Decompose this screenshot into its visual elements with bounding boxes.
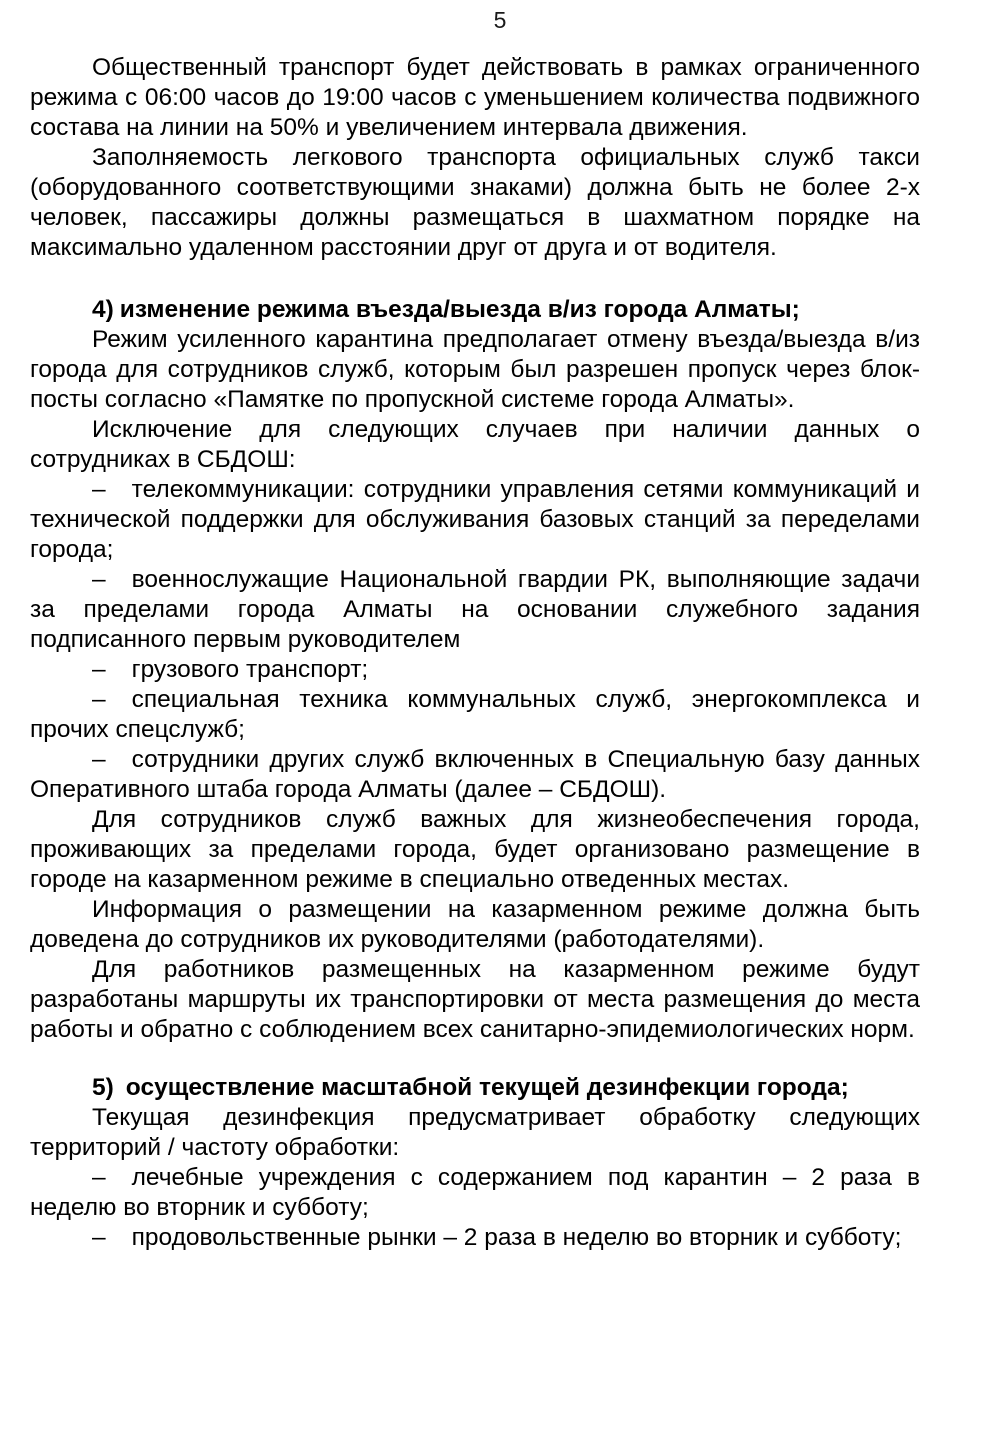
list-item-text: грузового транспорт;	[131, 656, 369, 683]
section-heading-5	[30, 1073, 920, 1103]
dash-marker: –	[92, 1164, 106, 1191]
page-number: 5	[493, 7, 507, 33]
list-item-text: продовольственные рынки – 2 раза в неделю во вторник и субботу;	[131, 1224, 902, 1251]
document-text-body	[30, 53, 920, 1253]
list-item-medical-facilities	[30, 1163, 920, 1223]
dash-marker: –	[92, 746, 106, 773]
list-item-text: военнослужащие Национальной гвардии РК, выполняющие задачи за пределами города Алматы на основании служебного задания подписанного первым руководителем	[30, 566, 920, 653]
dash-marker: –	[92, 1224, 106, 1251]
list-item-telecom	[30, 475, 920, 565]
paragraph-barracks-information: Информация о размещении на казарменном режиме должна быть доведена до сотрудников их руководителями (работодателями).	[30, 896, 920, 953]
list-item-other-services	[30, 745, 920, 805]
list-item-text: специальная техника коммунальных служб, энергокомплекса и прочих спецслужб;	[30, 686, 920, 743]
list-item-special-equipment	[30, 685, 920, 745]
paragraph-entry-exit-regime: Режим усиленного карантина предполагает отмену въезда/выезда в/из города для сотрудников служб, которым был разрешен пропуск через блок-посты согласно «Памятке по пропускной системе города Алматы».	[30, 326, 920, 413]
list-item-text: телекоммуникации: сотрудники управления сетями коммуникаций и технической поддержки для обслуживания базовых станций за переделами города;	[30, 476, 920, 563]
heading-4-text: изменение режима въезда/выезда в/из города Алматы;	[119, 296, 800, 323]
list-item-food-markets	[30, 1223, 920, 1253]
heading-5-marker: 5)	[92, 1074, 114, 1101]
list-item-cargo-transport	[30, 655, 920, 685]
dash-marker: –	[92, 476, 106, 503]
paragraph-exceptions-intro: Исключение для следующих случаев при наличии данных о сотрудниках в СБДОШ:	[30, 416, 920, 473]
list-item-text: лечебные учреждения с содержанием под карантин – 2 раза в неделю во вторник и субботу;	[30, 1164, 920, 1221]
dash-marker: –	[92, 686, 106, 713]
paragraph-disinfection-intro: Текущая дезинфекция предусматривает обработку следующих территорий / частоту обработки:	[30, 1104, 920, 1161]
section-heading-4	[30, 295, 920, 325]
dash-marker: –	[92, 566, 106, 593]
list-item-text: сотрудники других служб включенных в Специальную базу данных Оперативного штаба города Алматы (далее – СБДОШ).	[30, 746, 920, 803]
dash-marker: –	[92, 656, 106, 683]
paragraph-public-transport: Общественный транспорт будет действовать в рамках ограниченного режима с 06:00 часов до 19:00 часов с уменьшением количества подвижного состава на линии на 50% и увеличением интервала движения.	[30, 54, 920, 141]
paragraph-taxi-occupancy: Заполняемость легкового транспорта официальных служб такси (оборудованного соответствующими знаками) должна быть не более 2-х человек, пассажиры должны размещаться в шахматном порядке на максимально удаленном расстоянии друг от друга и от водителя.	[30, 144, 920, 261]
paragraph-barracks-accommodation: Для сотрудников служб важных для жизнеобеспечения города, проживающих за пределами города, будет организовано размещение в городе на казарменном режиме в специально отведенных местах.	[30, 806, 920, 893]
paragraph-transport-routes: Для работников размещенных на казарменном режиме будут разработаны маршруты их транспортировки от места размещения до места работы и обратно с соблюдением всех санитарно-эпидемиологических норм.	[30, 956, 920, 1043]
list-item-national-guard	[30, 565, 920, 655]
heading-4-marker: 4)	[92, 296, 114, 323]
heading-5-text: осуществление масштабной текущей дезинфекции города;	[125, 1074, 849, 1101]
